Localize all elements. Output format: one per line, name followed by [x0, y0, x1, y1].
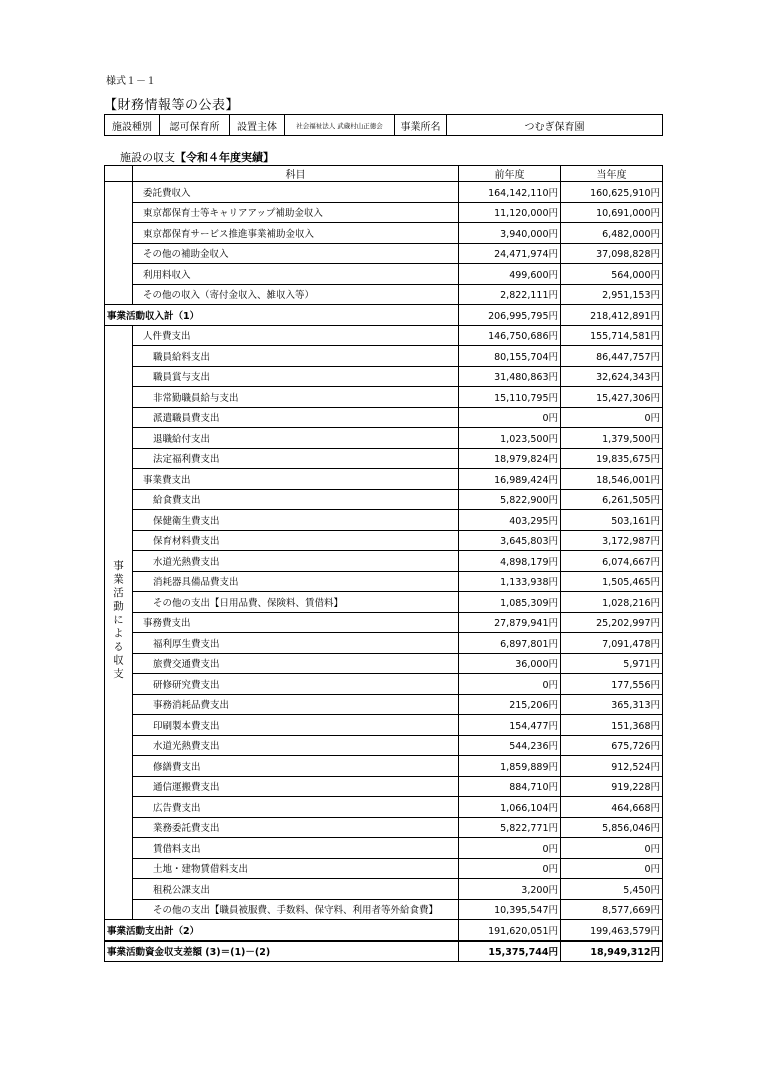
row-prev-value: 191,620,051円	[459, 920, 561, 941]
row-prev-value: 3,940,000円	[459, 223, 561, 244]
row-label: 職員賞与支出	[133, 366, 459, 387]
row-prev-value: 15,375,744円	[459, 941, 561, 962]
table-row	[105, 653, 663, 674]
table-row	[105, 223, 663, 244]
row-current-value: 6,261,505円	[561, 489, 663, 510]
row-prev-value: 499,600円	[459, 264, 561, 285]
row-current-value: 1,028,216円	[561, 592, 663, 613]
row-label: 修繕費支出	[133, 756, 459, 777]
table-header-row	[105, 166, 663, 182]
row-label: 法定福利費支出	[133, 448, 459, 469]
row-label: 職員給料支出	[133, 346, 459, 367]
row-label: 非常勤職員給与支出	[133, 387, 459, 408]
row-current-value: 199,463,579円	[561, 920, 663, 941]
row-label: 保育材料費支出	[133, 530, 459, 551]
table-row	[105, 633, 663, 654]
row-label: 印刷製本費支出	[133, 715, 459, 736]
row-current-value: 912,524円	[561, 756, 663, 777]
row-prev-value: 0円	[459, 858, 561, 879]
section-title-year: 【令和４年度実績】	[175, 151, 274, 164]
table-row	[105, 510, 663, 531]
row-prev-value: 1,859,889円	[459, 756, 561, 777]
row-label: 事業活動収入計（1）	[105, 305, 459, 326]
row-current-value: 86,447,757円	[561, 346, 663, 367]
row-prev-value: 215,206円	[459, 694, 561, 715]
row-current-value: 365,313円	[561, 694, 663, 715]
row-label: 保健衛生費支出	[133, 510, 459, 531]
founder-value: 社会福祉法人 武蔵村山正徳会	[285, 115, 395, 136]
row-current-value: 177,556円	[561, 674, 663, 695]
row-prev-value: 5,822,900円	[459, 489, 561, 510]
row-label: 福利厚生費支出	[133, 633, 459, 654]
row-current-value: 564,000円	[561, 264, 663, 285]
row-current-value: 675,726円	[561, 735, 663, 756]
table-row	[105, 264, 663, 285]
row-current-value: 6,074,667円	[561, 551, 663, 572]
table-row	[105, 920, 663, 941]
side-category-label-lower	[105, 325, 133, 920]
document-title: 【財務情報等の公表】	[104, 98, 240, 113]
row-current-value: 218,412,891円	[561, 305, 663, 326]
row-label: 東京都保育士等キャリアアップ補助金収入	[133, 202, 459, 223]
row-prev-value: 146,750,686円	[459, 325, 561, 346]
row-prev-value: 3,645,803円	[459, 530, 561, 551]
table-row	[105, 366, 663, 387]
header-blank	[105, 166, 133, 182]
row-label: 東京都保育サービス推進事業補助金収入	[133, 223, 459, 244]
row-prev-value: 206,995,795円	[459, 305, 561, 326]
row-label: その他の収入（寄付金収入、雑収入等）	[133, 284, 459, 305]
row-label: 事務費支出	[133, 612, 459, 633]
row-current-value: 18,546,001円	[561, 469, 663, 490]
form-number: 様式１－１	[106, 76, 156, 87]
office-name-value: つむぎ保育園	[447, 115, 663, 136]
row-prev-value: 36,000円	[459, 653, 561, 674]
section-title	[120, 149, 274, 165]
row-current-value: 37,098,828円	[561, 243, 663, 264]
table-row	[105, 941, 663, 962]
row-prev-value: 11,120,000円	[459, 202, 561, 223]
row-current-value: 0円	[561, 858, 663, 879]
row-prev-value: 154,477円	[459, 715, 561, 736]
row-current-value: 7,091,478円	[561, 633, 663, 654]
office-name-label: 事業所名	[395, 115, 447, 136]
row-current-value: 464,668円	[561, 797, 663, 818]
row-label: 事務消耗品費支出	[133, 694, 459, 715]
table-row	[105, 838, 663, 859]
row-prev-value: 10,395,547円	[459, 899, 561, 920]
row-prev-value: 0円	[459, 674, 561, 695]
row-prev-value: 0円	[459, 838, 561, 859]
section-title-text: 施設の収支	[120, 151, 175, 164]
table-row	[105, 243, 663, 264]
row-current-value: 5,450円	[561, 879, 663, 900]
row-current-value: 3,172,987円	[561, 530, 663, 551]
table-row	[105, 858, 663, 879]
table-row	[105, 694, 663, 715]
row-label: 租税公課支出	[133, 879, 459, 900]
row-prev-value: 2,822,111円	[459, 284, 561, 305]
row-label: 事業活動資金収支差額 (3)＝(1)－(2)	[105, 941, 459, 962]
row-label: 旅費交通費支出	[133, 653, 459, 674]
table-row	[105, 407, 663, 428]
row-label: 退職給付支出	[133, 428, 459, 449]
table-row	[105, 735, 663, 756]
row-label: 業務委託費支出	[133, 817, 459, 838]
table-row	[105, 346, 663, 367]
row-label: 水道光熱費支出	[133, 735, 459, 756]
table-row	[105, 674, 663, 695]
row-current-value: 0円	[561, 838, 663, 859]
row-label: 利用料収入	[133, 264, 459, 285]
row-prev-value: 24,471,974円	[459, 243, 561, 264]
row-current-value: 19,835,675円	[561, 448, 663, 469]
row-prev-value: 0円	[459, 407, 561, 428]
table-row	[105, 899, 663, 920]
row-current-value: 6,482,000円	[561, 223, 663, 244]
row-label: 派遣職員費支出	[133, 407, 459, 428]
row-current-value: 18,949,312円	[561, 941, 663, 962]
table-row	[105, 756, 663, 777]
row-current-value: 1,379,500円	[561, 428, 663, 449]
row-current-value: 10,691,000円	[561, 202, 663, 223]
header-subject: 科目	[133, 166, 459, 182]
table-row	[105, 182, 663, 203]
facility-type-label: 施設種別	[105, 115, 160, 136]
row-label: 広告費支出	[133, 797, 459, 818]
facility-info-table	[104, 114, 663, 136]
table-row	[105, 305, 663, 326]
header-prev-year: 前年度	[459, 166, 561, 182]
table-row	[105, 469, 663, 490]
side-category-text: 事業活動による収支	[112, 560, 124, 682]
row-label: その他の支出【日用品費、保険料、賃借料】	[133, 592, 459, 613]
row-prev-value: 15,110,795円	[459, 387, 561, 408]
row-prev-value: 403,295円	[459, 510, 561, 531]
row-prev-value: 80,155,704円	[459, 346, 561, 367]
table-row	[105, 530, 663, 551]
row-prev-value: 4,898,179円	[459, 551, 561, 572]
row-label: その他の支出【職員被服費、手数料、保守料、利用者等外給食費】	[133, 899, 459, 920]
row-label: 給食費支出	[133, 489, 459, 510]
row-current-value: 2,951,153円	[561, 284, 663, 305]
table-row	[105, 776, 663, 797]
table-row	[105, 428, 663, 449]
row-current-value: 25,202,997円	[561, 612, 663, 633]
row-prev-value: 544,236円	[459, 735, 561, 756]
founder-label: 設置主体	[230, 115, 285, 136]
facility-type-value: 認可保育所	[160, 115, 230, 136]
row-label: 委託費収入	[133, 182, 459, 203]
row-prev-value: 18,979,824円	[459, 448, 561, 469]
row-current-value: 8,577,669円	[561, 899, 663, 920]
row-current-value: 919,228円	[561, 776, 663, 797]
row-current-value: 1,505,465円	[561, 571, 663, 592]
row-prev-value: 16,989,424円	[459, 469, 561, 490]
row-prev-value: 884,710円	[459, 776, 561, 797]
table-row	[105, 715, 663, 736]
row-current-value: 5,971円	[561, 653, 663, 674]
header-current-year: 当年度	[561, 166, 663, 182]
table-row	[105, 284, 663, 305]
row-label: 水道光熱費支出	[133, 551, 459, 572]
side-category-label	[105, 182, 133, 305]
row-current-value: 5,856,046円	[561, 817, 663, 838]
table-row	[105, 387, 663, 408]
row-label: 研修研究費支出	[133, 674, 459, 695]
row-current-value: 155,714,581円	[561, 325, 663, 346]
row-label: 事業活動支出計（2）	[105, 920, 459, 941]
row-prev-value: 1,133,938円	[459, 571, 561, 592]
row-label: その他の補助金収入	[133, 243, 459, 264]
table-row	[105, 817, 663, 838]
financial-table	[104, 165, 663, 962]
table-row	[105, 448, 663, 469]
row-prev-value: 1,066,104円	[459, 797, 561, 818]
row-label: 通信運搬費支出	[133, 776, 459, 797]
row-current-value: 151,368円	[561, 715, 663, 736]
table-row	[105, 592, 663, 613]
row-prev-value: 164,142,110円	[459, 182, 561, 203]
row-label: 消耗器具備品費支出	[133, 571, 459, 592]
row-label: 人件費支出	[133, 325, 459, 346]
row-current-value: 32,624,343円	[561, 366, 663, 387]
table-row	[105, 551, 663, 572]
row-prev-value: 27,879,941円	[459, 612, 561, 633]
row-prev-value: 5,822,771円	[459, 817, 561, 838]
row-prev-value: 6,897,801円	[459, 633, 561, 654]
table-row	[105, 612, 663, 633]
row-current-value: 503,161円	[561, 510, 663, 531]
row-current-value: 0円	[561, 407, 663, 428]
table-row	[105, 571, 663, 592]
row-prev-value: 1,085,309円	[459, 592, 561, 613]
table-row	[105, 797, 663, 818]
table-row	[105, 879, 663, 900]
table-row	[105, 325, 663, 346]
row-prev-value: 1,023,500円	[459, 428, 561, 449]
row-prev-value: 3,200円	[459, 879, 561, 900]
table-row	[105, 489, 663, 510]
row-prev-value: 31,480,863円	[459, 366, 561, 387]
row-label: 賃借料支出	[133, 838, 459, 859]
table-row	[105, 202, 663, 223]
row-label: 土地・建物賃借料支出	[133, 858, 459, 879]
row-label: 事業費支出	[133, 469, 459, 490]
row-current-value: 160,625,910円	[561, 182, 663, 203]
row-current-value: 15,427,306円	[561, 387, 663, 408]
